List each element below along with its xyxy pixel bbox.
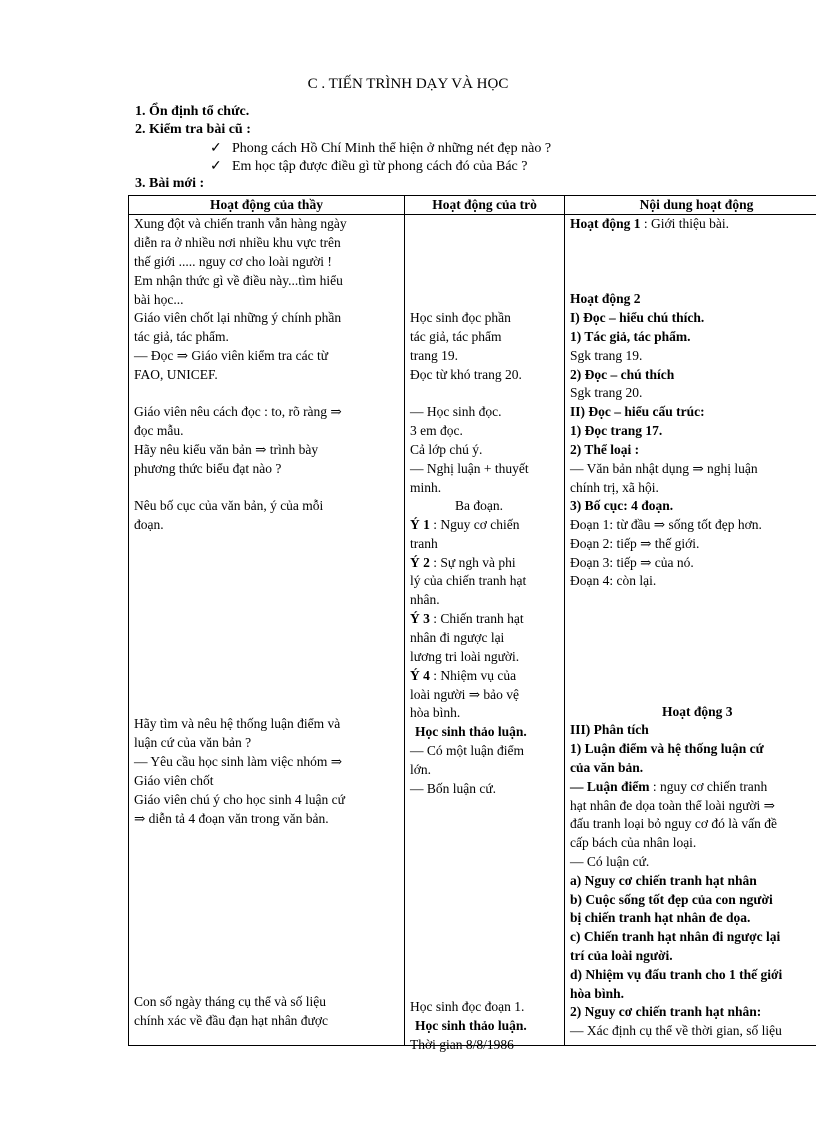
student-line: Thời gian 8/8/1986 <box>410 1037 514 1052</box>
student-line: nhân đi ngược lại <box>410 630 505 645</box>
content-line: Sgk trang 20. <box>570 385 643 400</box>
student-line: trang 19. <box>410 348 458 363</box>
teacher-line: — Yêu cầu học sinh làm việc nhóm ⇒ <box>134 754 343 769</box>
content-line: chính trị, xã hội. <box>570 480 659 495</box>
student-line: Ý 4 : Nhiệm vụ của <box>410 668 517 683</box>
student-line: nhân. <box>410 592 440 607</box>
student-line: minh. <box>410 480 442 495</box>
content-line: c) Chiến tranh hạt nhân đi ngược lại <box>570 929 781 944</box>
header-content: Nội dung hoạt động <box>565 196 816 215</box>
content-line: 1) Luận điểm và hệ thống luận cứ <box>570 741 764 756</box>
content-line: — Xác định cụ thể về thời gian, số liệu <box>570 1023 782 1038</box>
teacher-line: bài học... <box>134 292 184 307</box>
content-line: trí của loài người. <box>570 948 673 963</box>
content-line: 2) Nguy cơ chiến tranh hạt nhân: <box>570 1004 762 1019</box>
teacher-line: phương thức biểu đạt nào ? <box>134 461 282 476</box>
content-line: đấu tranh loại bỏ nguy cơ đó là vấn đề <box>570 816 777 831</box>
review-question-2: ✓ Em học tập được điều gì từ phong cách đó của Bác ? <box>210 159 528 174</box>
student-line: tranh <box>410 536 438 551</box>
teacher-line: ⇒ diễn tả 4 đoạn văn trong văn bản. <box>134 811 329 826</box>
student-line: Học sinh đọc phần <box>410 310 511 325</box>
content-line: cấp bách của nhân loại. <box>570 835 697 850</box>
teacher-line: Giáo viên chốt lại những ý chính phần <box>134 310 342 325</box>
teacher-line: đoạn. <box>134 517 164 532</box>
student-line: Học sinh thảo luận. <box>415 724 527 739</box>
content-line: III) Phân tích <box>570 722 649 737</box>
teacher-line: Giáo viên chốt <box>134 773 214 788</box>
student-line: Học sinh đọc đoạn 1. <box>410 999 525 1014</box>
teacher-line: thế giới ..... nguy cơ cho loài người ! <box>134 254 332 269</box>
student-line: lương tri loài người. <box>410 649 520 664</box>
student-line: Ý 1 : Nguy cơ chiến <box>410 517 520 532</box>
content-line: Đoạn 1: từ đầu ⇒ sống tốt đẹp hơn. <box>570 517 762 532</box>
teacher-line: tác giả, tác phẩm. <box>134 329 229 344</box>
table-row <box>129 215 816 1046</box>
teacher-line: Hãy nêu kiểu văn bản ⇒ trình bày <box>134 442 319 457</box>
student-line: — Học sinh đọc. <box>410 404 502 419</box>
student-line: hòa bình. <box>410 705 461 720</box>
content-line: b) Cuộc sống tốt đẹp của con người <box>570 892 773 907</box>
lesson-table <box>128 195 816 1052</box>
student-line: Đọc từ khó trang 20. <box>410 367 522 382</box>
student-line: Học sinh thảo luận. <box>415 1018 527 1033</box>
content-line: của văn bản. <box>570 760 644 775</box>
student-line: — Nghị luận + thuyết <box>410 461 529 476</box>
content-line: Sgk trang 19. <box>570 348 643 363</box>
content-line: Hoạt động 2 <box>570 291 641 306</box>
content-line: I) Đọc – hiểu chú thích. <box>570 310 705 325</box>
header-student: Hoạt động của trò <box>405 196 565 215</box>
content-line: — Có luận cứ. <box>570 854 650 869</box>
section-1-heading: 1. Ổn định tổ chức. <box>135 104 250 119</box>
header-teacher: Hoạt động của thầy <box>129 196 405 215</box>
student-line: — Có một luận điểm <box>410 743 524 758</box>
content-line: II) Đọc – hiểu cấu trúc: <box>570 404 705 419</box>
content-line: 1) Đọc trang 17. <box>570 423 663 438</box>
content-line: Đoạn 4: còn lại. <box>570 573 657 588</box>
teacher-line: luận cứ của văn bản ? <box>134 735 252 750</box>
content-line: 2) Đọc – chú thích <box>570 367 675 382</box>
teacher-line: FAO, UNICEF. <box>134 367 218 382</box>
review-question-1: ✓ Phong cách Hồ Chí Minh thể hiện ở những nét đẹp nào ? <box>210 141 552 156</box>
teacher-column <box>129 215 405 1046</box>
section-2-heading: 2. Kiểm tra bài cũ : <box>135 122 251 137</box>
content-line: hạt nhân đe dọa toàn thể loài người ⇒ <box>570 798 775 813</box>
content-line: a) Nguy cơ chiến tranh hạt nhân <box>570 873 757 888</box>
student-line: Ý 3 : Chiến tranh hạt <box>410 611 524 626</box>
student-line: Ý 2 : Sự ngh và phi <box>410 555 516 570</box>
content-line: Đoạn 3: tiếp ⇒ của nó. <box>570 555 694 570</box>
student-column <box>405 215 565 1052</box>
student-line: tác giả, tác phẩm <box>410 329 502 344</box>
check-icon: ✓ <box>210 159 222 174</box>
check-icon: ✓ <box>210 141 222 156</box>
teacher-line: diễn ra ở nhiều nơi nhiều khu vực trên <box>134 235 341 250</box>
section-3-heading: 3. Bài mới : <box>135 176 205 191</box>
student-line: 3 em đọc. <box>410 423 463 438</box>
content-line: 3) Bố cục: 4 đoạn. <box>570 498 674 513</box>
content-line: Hoạt động 3 <box>662 704 733 719</box>
content-line: — Văn bản nhật dụng ⇒ nghị luận <box>570 461 758 476</box>
teacher-line: Con số ngày tháng cụ thể và số liệu <box>134 994 326 1009</box>
teacher-line: chính xác về đầu đạn hạt nhân được <box>134 1013 329 1028</box>
teacher-line: Nêu bố cục của văn bản, ý của mỗi <box>134 498 324 513</box>
table-header-row <box>129 196 816 215</box>
content-line: Hoạt động 1 : Giới thiệu bài. <box>570 216 730 231</box>
student-line: lý của chiến tranh hạt <box>410 573 527 588</box>
content-column <box>565 215 816 1046</box>
student-line: loài người ⇒ bảo vệ <box>410 687 519 702</box>
student-line: lớn. <box>410 762 432 777</box>
content-line: Đoạn 2: tiếp ⇒ thế giới. <box>570 536 700 551</box>
student-line: Ba đoạn. <box>455 498 503 513</box>
teacher-line: Xung đột và chiến tranh vẫn hàng ngày <box>134 216 347 231</box>
student-line: — Bốn luận cứ. <box>410 781 497 796</box>
content-line: bị chiến tranh hạt nhân đe dọa. <box>570 910 751 925</box>
page-title: C . TIẾN TRÌNH DẠY VÀ HỌC <box>307 76 509 92</box>
teacher-line: Hãy tìm và nêu hệ thống luận điểm và <box>134 716 341 731</box>
student-line: Cả lớp chú ý. <box>410 442 483 457</box>
content-line: 1) Tác giả, tác phẩm. <box>570 329 691 344</box>
content-line: hòa bình. <box>570 986 625 1001</box>
teacher-line: Giáo viên nêu cách đọc : to, rõ ràng ⇒ <box>134 404 342 419</box>
content-line: 2) Thể loại : <box>570 442 640 457</box>
teacher-line: đọc mẫu. <box>134 423 184 438</box>
teacher-line: — Đọc ⇒ Giáo viên kiểm tra các từ <box>134 348 329 363</box>
teacher-line: Giáo viên chú ý cho học sinh 4 luận cứ <box>134 792 345 807</box>
teacher-line: Em nhận thức gì về điều này...tìm hiểu <box>134 273 343 288</box>
content-line: d) Nhiệm vụ đấu tranh cho 1 thế giới <box>570 967 783 982</box>
content-line: — Luận điểm : nguy cơ chiến tranh <box>570 779 768 794</box>
